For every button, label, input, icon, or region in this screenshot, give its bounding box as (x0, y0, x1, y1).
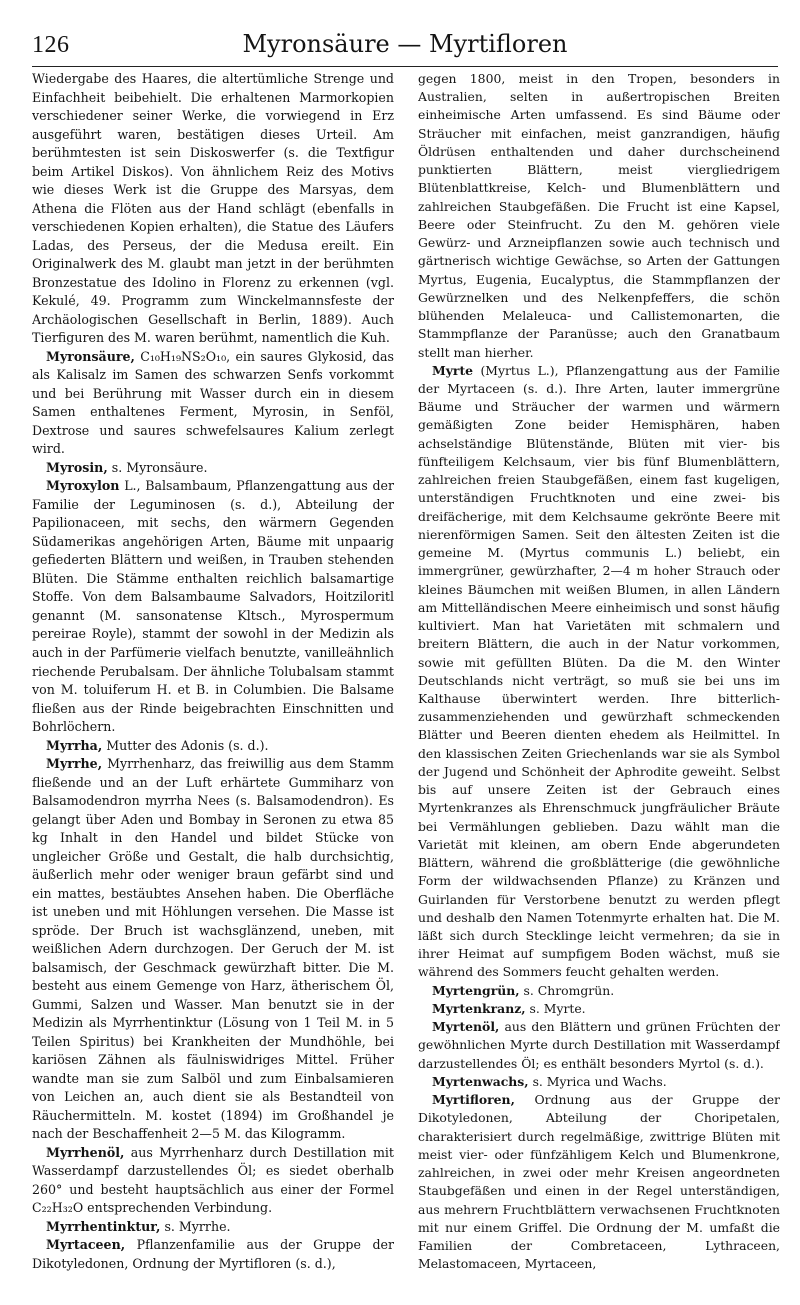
entry-headword: Myrtengrün, (432, 982, 520, 998)
entry-body: aus den Blättern und grünen Früchten der gewöhnlichen Myrte durch Destillation mit Wasserdampf darzustellendes Öl; es enthält besonders Myrtol (s. d.). (418, 1019, 780, 1071)
entry-myrtaceen (32, 1236, 394, 1273)
entry-myrrhenoel (32, 1144, 394, 1218)
entry-headword: Myrtifloren, (432, 1092, 515, 1108)
entry-headword: Myrrhenöl, (46, 1144, 125, 1160)
left-column (32, 70, 394, 1300)
entry-myrtenoel (418, 1018, 780, 1073)
entry-myrosin (32, 459, 394, 478)
entry-body: s. Myrte. (529, 1000, 586, 1016)
entry-headword: Myrtenwachs, (432, 1073, 529, 1089)
entry-body: Wiedergabe des Haares, die altertümliche Strenge und Einfachheit beibehielt. Die erhaltenen Marmorkopien verschiedener seiner Werke, die vorwiegend in Erz ausgeführt waren, bestätigen dieses Urteil. Am berühmtesten ist sein Diskoswerfer (s. die Textfigur beim Artikel Diskos). Von ähnlichem Reiz des Motivs wie dieses Werk ist die Gruppe des Marsyas, dem Athena die Flöten aus der Hand schlägt (ebenfalls in verschiedenen Kopien erhalten), die Statue des Läufers Ladas, des Perseus, der die Medusa ereilt. Ein Originalwerk des M. glaubt man jetzt in der berühmten Bronzestatue des Idolino in Florenz zu erkennen (vgl. Kekulé, 49. Programm zum Winckelmannsfeste der Archäologischen Gesellschaft in Berlin, 1889). Auch Tierfiguren des M. waren berühmt, namentlich die Kuh. (32, 71, 394, 346)
entry-headword: Myroxylon (46, 478, 120, 494)
entry-body: Mutter des Adonis (s. d.). (106, 737, 269, 753)
entry-headword: Myrrhe, (46, 756, 103, 772)
page-number: 126 (32, 32, 70, 58)
entry-headword: Myrrhentinktur, (46, 1218, 161, 1234)
running-head-title: Myronsäure — Myrtifloren (242, 30, 568, 58)
text-columns (32, 70, 780, 1300)
entry-body: Ordnung aus der Gruppe der Dikotyledonen, Abteilung der Choripetalen, charakterisiert durch regelmäßige, zwittrige Blüten mit meist vier- oder fünfzähligem Kelch und Blumenkrone, zahlreichen, in zwei oder mehr Kreisen angeordneten Staubgefäßen und einen in der Regel unterständigen, aus mehrern Fruchtblättern verwachsenen Fruchtknoten mit nur einem Griffel. Die Ordnung der M. umfaßt die Familien der Combretaceen, Lythraceen, Melastomaceen, Myrtaceen, (418, 1092, 780, 1272)
entry-headword: Myrosin, (46, 459, 108, 475)
entry-headword: Myrrha, (46, 737, 103, 753)
entry-body: C₁₀H₁₉NS₂O₁₀, ein saures Glykosid, das als Kalisalz im Samen des schwarzen Senfs vorkommt und bei Berührung mit Wasser durch ein in diesem Samen enthaltenes Ferment, Myrosin, in Senföl, Dextrose und saures schwefelsaures Kalium zerlegt wird. (32, 348, 394, 457)
entry-myronsaeure (32, 348, 394, 459)
entry-myrrhentinktur (32, 1218, 394, 1237)
entry-body: Myrrhenharz, das freiwillig aus dem Stamm fließende und an der Luft erhärtete Gummiharz von Balsamodendron myrrha Nees (s. Balsamodendron). Es gelangt über Aden und Bombay in Seronen zu etwa 85 kg Inhalt in den Handel und bildet Stücke von ungleicher Größe und Gestalt, die halb durchsichtig, äußerlich mehr oder weniger braun gefärbt sind und ein mattes, bestäubtes Ansehen haben. Die Oberfläche ist uneben und mit Höhlungen versehen. Die Masse ist spröde. Der Bruch ist wachsglänzend, uneben, mit weißlichen Adern durchzogen. Der Geruch der M. ist balsamisch, der Geschmack gewürzhaft bitter. Die M. besteht aus einem Gemenge von Harz, ätherischem Öl, Gummi, Salzen und Wasser. Man benutzt sie in der Medizin als Myrrhentinktur (Lösung von 1 Teil M. in 5 Teilen Spiritus) bei Krankheiten der Mundhöhle, bei kariösen Zähnen als fäulniswidriges Mittel. Früher wandte man sie zum Salböl und zum Einbalsamieren von Leichen an, auch dient sie als Bestandteil von Räuchermitteln. M. kostet (1894) im Großhandel je nach der Beschaffenheit 2—5 M. das Kilogramm. (32, 756, 394, 1142)
entry-myrte (418, 362, 780, 982)
entry-myrtengruen (418, 982, 780, 1000)
entry-headword: Myronsäure, (46, 348, 135, 364)
entry-myrrhe (32, 755, 394, 1144)
entry-body: aus Myrrhenharz durch Destillation mit Wasserdampf darzustellendes Öl; es siedet oberhalb 260° und besteht hauptsächlich aus einer der Formel C₂₂H₃₂O entsprechenden Verbindung. (32, 1144, 394, 1216)
entry-body: gegen 1800, meist in den Tropen, besonders in Australien, selten in außertropischen Breiten einheimische Arten umfassend. Es sind Bäume oder Sträucher mit einfachen, meist ganzrandigen, häufig Öldrüsen enthaltenden und daher durchscheinend punktierten Blättern, meist viergliedrigem Blütenblattkreise, Kelch- und Blumenblättern und zahlreichen Staubgefäßen. Die Frucht ist eine Kapsel, Beere oder Steinfrucht. Zu den M. gehören viele Gewürz- und Arzneipflanzen sowie auch technisch und gärtnerisch wichtige Gewächse, so Arten der Gattungen Myrtus, Eugenia, Eucalyptus, die Stammpflanzen der Gewürznelken und des Nelkenpfeffers, die schön blühenden Melaleuca- und Callistemonarten, die Stammpflanze der Paranüsse; auch den Granatbaum stellt man hierher. (418, 71, 780, 360)
entry-body: s. Myrrhe. (164, 1218, 231, 1234)
entry-body: s. Myrica und Wachs. (532, 1073, 667, 1089)
entry-headword: Myrte (432, 362, 474, 378)
entry-body: (Myrtus L.), Pflanzengattung aus der Familie der Myrtaceen (s. d.). Ihre Arten, lauter immergrüne Bäume und Sträucher der warmen und wärmern gemäßigten Zone beider Hemisphären, haben achselständige Blütenstände, Blüten mit vier- bis fünfteiligem Kelchsaum, vier bis fünf Blumenblättern, zahlreichen freien Staubgefäßen, einem fast kugeligen, unterständigen Fruchtknoten und eine zwei- bis dreifächerige, mit dem Kelchsaume gekrönte Beere mit nierenförmigen Samen. Seit den ältesten Zeiten ist die gemeine M. (Myrtus communis L.) beliebt, ein immergrüner, gewürzhafter, 2—4 m hoher Strauch oder kleines Bäumchen mit weißen Blumen, in allen Ländern am Mittelländischen Meere einheimisch und sonst häufig kultiviert. Man hat Varietäten mit schmalern und breitern Blättern, die auch in der Natur vorkommen, sowie mit gefüllten Blüten. Da die M. den Winter Deutschlands nicht verträgt, so muß sie bei uns im Kalthause überwintert werden. Ihre bitterlich-zusammenziehenden und gewürzhaft schmeckenden Blätter und Beeren dienten ehedem als Heilmittel. In den klassischen Zeiten Griechenlands war sie als Symbol der Jugend und Schönheit der Aphrodite geweiht. Selbst bis auf unsere Zeiten ist der Gebrauch eines Myrtenkranzes als Ehrenschmuck jungfräulicher Bräute bei Vermählungen geblieben. Dazu wählt man die Varietät mit kleinen, am obern Ende abgerundeten Blättern, während die großblätterige (die gewöhnliche Form der wildwachsenden Pflanze) zu Kränzen und Guirlanden für Verstorbene benutzt zu werden pflegt und deshalb den Namen Totenmyrte erhalten hat. Die M. läßt sich durch Stecklinge leicht vermehren; da sie in ihrer Heimat auf sumpfigem Boden wächst, muß sie während des Sommers feucht gehalten werden. (418, 362, 780, 980)
entry-body: Pflanzenfamilie aus der Gruppe der Dikotyledonen, Ordnung der Myrtifloren (s. d.), (32, 1237, 394, 1271)
running-header (32, 26, 778, 67)
entry-body: s. Myronsäure. (111, 459, 208, 475)
entry-myrtifloren (418, 1091, 780, 1273)
entry-headword: Myrtenkranz, (432, 1000, 526, 1016)
entry-headword: Myrtenöl, (432, 1019, 500, 1035)
entry-myrrha (32, 737, 394, 756)
entry-headword: Myrtaceen, (46, 1237, 126, 1253)
entry-continuation (32, 70, 394, 348)
entry-myrtenwachs (418, 1073, 780, 1091)
entry-body: s. Chromgrün. (523, 982, 615, 998)
entry-continuation (418, 70, 780, 362)
entry-myroxylon (32, 477, 394, 736)
entry-body: L., Balsambaum, Pflanzengattung aus der Familie der Leguminosen (s. d.), Abteilung der Papilionaceen, mit sechs, den wärmern Gegenden Südamerikas angehörigen Arten, Bäume mit unpaarig gefiederten Blättern und weißen, in Trauben stehenden Blüten. Die Stämme enthalten reichlich balsamartige Stoffe. Von dem Balsambaume Salvadors, Hoitziloritl genannt (M. sansonatense Kltsch., Myrospermum pereirae Royle), stammt der sowohl in der Medizin als auch in der Parfümerie vielfach benutzte, vanilleähnlich riechende Perubalsam. Der ähnliche Tolubalsam stammt von M. toluiferum H. et B. in Columbien. Die Balsame fließen aus der Rinde beigebrachten Einschnitten und Bohrlöchern. (32, 478, 394, 735)
entry-myrtenkranz (418, 1000, 780, 1018)
right-column (418, 70, 780, 1300)
